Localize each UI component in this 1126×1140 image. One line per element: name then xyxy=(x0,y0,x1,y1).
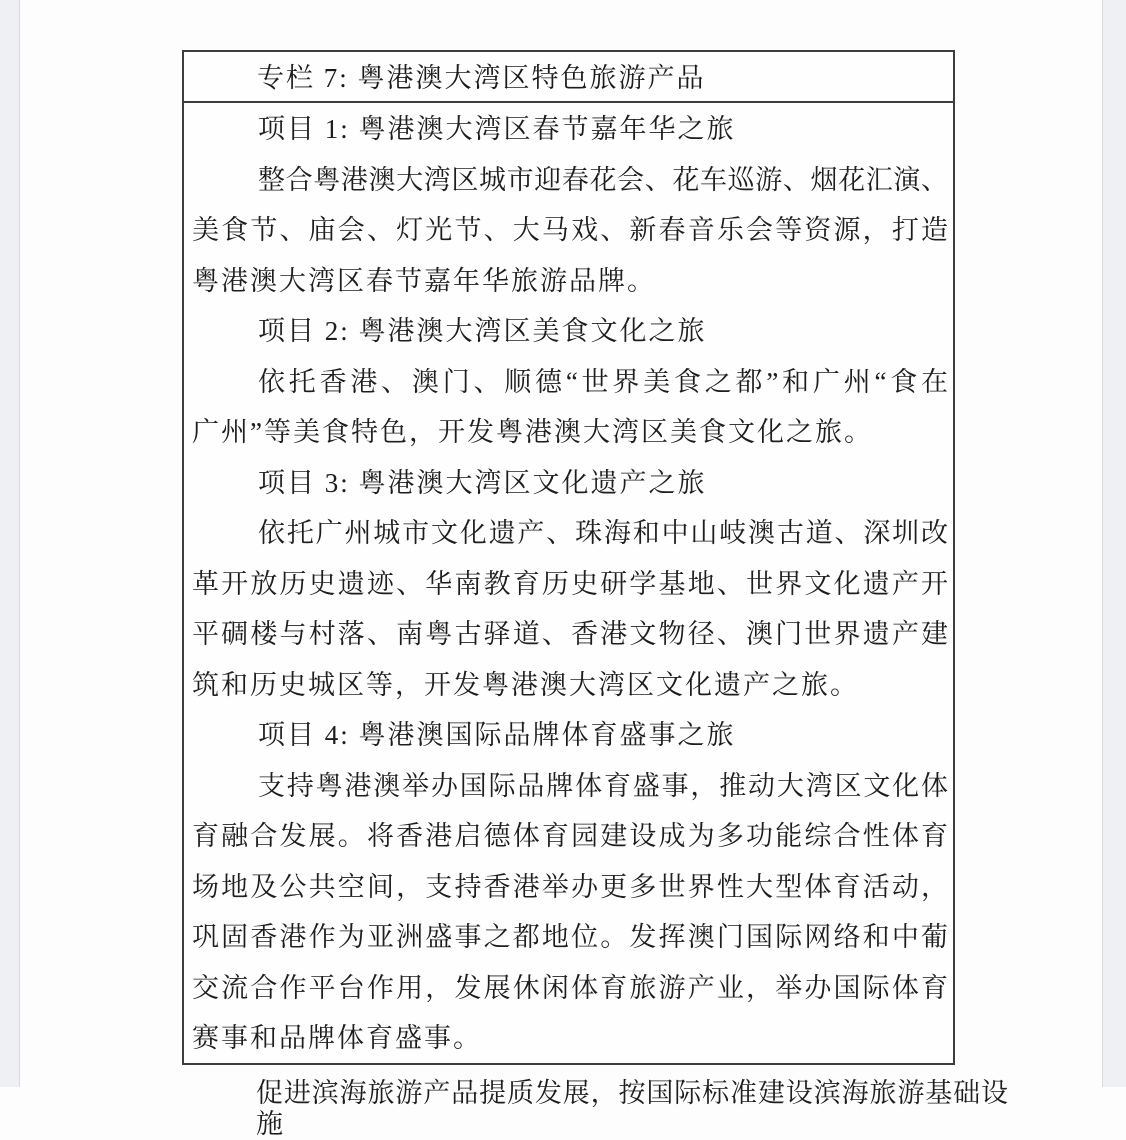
paragraph-line: 整合粤港澳大湾区城市迎春花会、花车巡游、烟花汇演、 xyxy=(258,164,948,195)
paragraph-line: 育融合发展。将香港启德体育园建设成为多功能综合性体育 xyxy=(192,821,948,851)
feature-box-body xyxy=(184,103,953,1064)
project-heading: 项目 3: 粤港澳大湾区文化遗产之旅 xyxy=(258,467,707,498)
feature-box xyxy=(182,50,955,1065)
project-heading: 项目 4: 粤港澳国际品牌体育盛事之旅 xyxy=(258,720,736,750)
paragraph-line: 美食节、庙会、灯光节、大马戏、新春音乐会等资源，打造 xyxy=(192,215,948,245)
paragraph-line: 粤港澳大湾区春节嘉年华旅游品牌。 xyxy=(192,265,656,296)
project-heading: 项目 2: 粤港澳大湾区美食文化之旅 xyxy=(258,316,707,346)
paragraph-line: 支持粤港澳举办国际品牌体育盛事，推动大湾区文化体 xyxy=(258,770,948,801)
paragraph-line: 交流合作平台作用，发展休闲体育旅游产业，举办国际体育 xyxy=(192,972,948,1003)
scan-gutter-right xyxy=(1102,0,1126,1087)
paragraph-line: 广州”等美食特色，开发粤港澳大湾区美食文化之旅。 xyxy=(192,417,873,447)
scan-gutter-left xyxy=(0,0,20,1087)
paragraph-line: 革开放历史遗迹、华南教育历史研学基地、世界文化遗产开 xyxy=(192,568,948,599)
feature-box-title: 专栏 7: 粤港澳大湾区特色旅游产品 xyxy=(184,52,953,103)
project-heading: 项目 1: 粤港澳大湾区春节嘉年华之旅 xyxy=(258,114,736,144)
paragraph-line: 依托香港、澳门、顺德“世界美食之都”和广州“食在 xyxy=(258,366,948,397)
paragraph-line: 依托广州城市文化遗产、珠海和中山岐澳古道、深圳改 xyxy=(258,518,948,548)
paragraph-line: 巩固香港作为亚洲盛事之都地位。发挥澳门国际网络和中葡 xyxy=(192,922,948,952)
paragraph-line: 赛事和品牌体育盛事。 xyxy=(192,1023,482,1053)
paragraph-line: 筑和历史城区等，开发粤港澳大湾区文化遗产之旅。 xyxy=(192,669,859,700)
paragraph-line: 场地及公共空间，支持香港举办更多世界性大型体育活动， xyxy=(192,871,948,902)
paragraph-line: 平碉楼与村落、南粤古驿道、香港文物径、澳门世界遗产建 xyxy=(192,619,948,649)
clipped-body-text-line: 促进滨海旅游产品提质发展，按国际标准建设滨海旅游基础设施 xyxy=(256,1078,1008,1140)
